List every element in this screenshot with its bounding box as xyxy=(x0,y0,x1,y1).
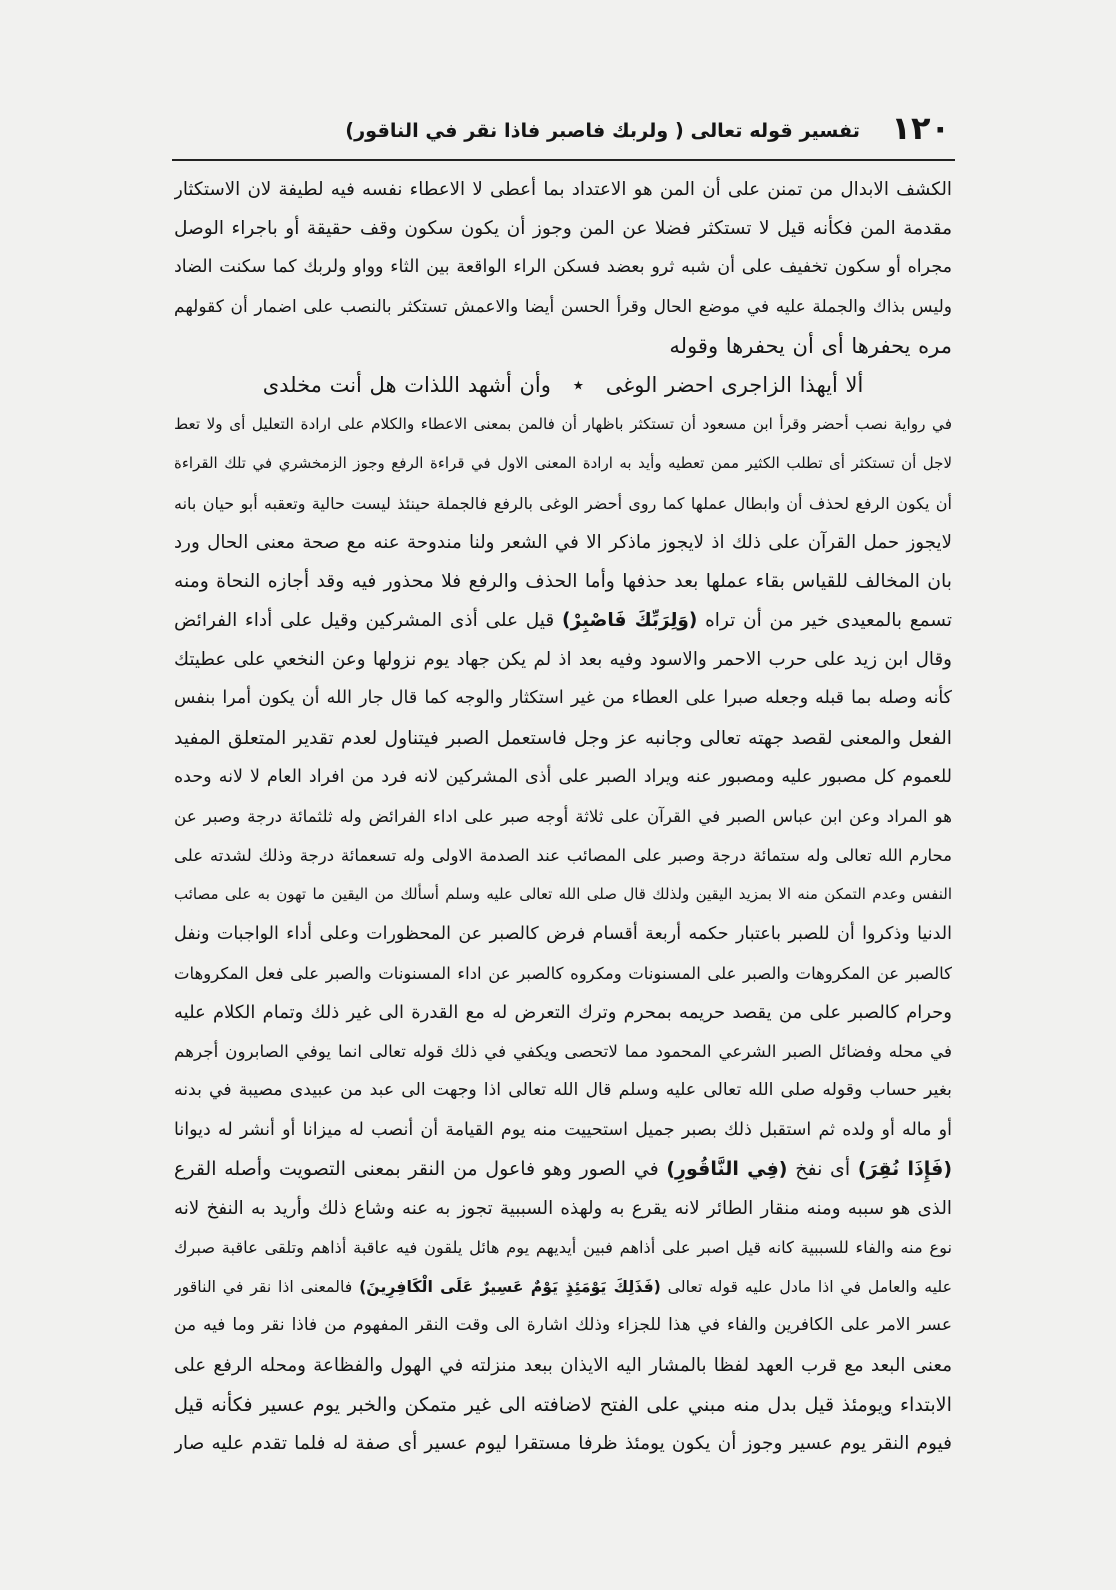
text-segment: في محله وفضائل الصبر الشرعي المحمود مما لاتحصى ويكفي في ذلك قوله تعالى انما يوفي الصابرون أجرهم xyxy=(174,1041,952,1062)
text-line xyxy=(174,1424,952,1463)
text-line xyxy=(174,954,952,993)
text-line xyxy=(174,797,952,836)
text-segment: النفس وعدم التمكن منه الا بمزيد اليقين ولذلك قال صلى الله تعالى عليه وسلم أسألك من اليقين ما تهون به على مصائب xyxy=(174,885,952,904)
text-segment: مقدمة المن فكأنه قيل لا تستكثر فضلا عن المن وجوز أن يكون سكون وقف حقيقة أو باجراء الوصل xyxy=(174,218,952,240)
text-segment: للعموم كل مصبور عليه ومصبور عنه ويراد الصبر على أذى المشركين لانه فرد من افراد العام لا لانه وحده xyxy=(174,766,952,787)
verse-first-hemistich: ألا أيهذا الزاجرى احضر الوغى xyxy=(605,372,864,397)
text-segment: عليه والعامل في اذا مادل عليه قوله تعالى xyxy=(667,1277,952,1297)
text-segment: الابتداء ويومئذ قيل بدل منه مبني على الفتح لاضافته الى غير متمكن والخبر يوم عسير فكأنه قيل xyxy=(174,1392,952,1416)
text-segment: أن يكون الرفع لحذف أن وابطال عملها كما روى أحضر الوغى بالرفع فالجملة حينئذ ليست حالية وتعقبه أبو حيان بانه xyxy=(174,493,952,513)
text-line xyxy=(174,640,952,679)
text-segment: مره يحفرها أى أن يحفرها وقوله xyxy=(669,333,952,358)
text-line xyxy=(174,405,952,444)
text-line xyxy=(174,601,952,640)
quran-quote: (وَلِرَبِّكَ فَاصْبِرْ) xyxy=(562,610,698,632)
header-rule xyxy=(172,159,955,161)
text-segment: الكشف الابدال من تمنن على أن المن هو الاعتداد بما أعطى لا الاعطاء نفسه فيه لطيفة لان الاستكثار xyxy=(174,179,952,200)
text-segment: هو المراد وعن ابن عباس الصبر في القرآن على ثلاثة أوجه صبر على اداء الفرائض وله ثلثمائة درجة وصبر عن xyxy=(174,806,952,826)
text-segment: في الصور وهو فاعول من النقر بمعنى التصويت وأصله القرع xyxy=(174,1157,659,1180)
text-line xyxy=(174,248,952,287)
verse-line xyxy=(174,366,952,405)
text-line xyxy=(174,1385,952,1424)
text-segment: في رواية نصب أحضر وقرأ ابن مسعود أن تستكثر باظهار أن فالمن بمعنى الاعطاء والكلام على ارادة التعليل أى ولا تعط xyxy=(174,415,952,434)
text-segment: كأنه وصله بما قبله وجعله صبرا على العطاء من غير استكثار والوجه كما قال جار الله أن يكون أمرا بنفس xyxy=(174,688,952,709)
text-line xyxy=(174,875,952,914)
text-line xyxy=(174,1346,952,1385)
text-line xyxy=(174,170,952,209)
text-line xyxy=(174,758,952,797)
text-line xyxy=(174,523,952,562)
quran-quote: (فِي النَّاقُورِ) xyxy=(666,1157,788,1180)
text-segment: الفعل والمعنى لقصد جهته تعالى وجانبه عز وجل فاستعمل الصبر فيتناول لعدم تقدير المتعلق المفيد xyxy=(174,727,952,749)
text-segment: أو ماله أو ولده ثم استقبل ذلك بصبر جميل استحييت منه يوم القيامة أن أنصب له ميزانا أو أنشر له ديوانا xyxy=(174,1119,952,1140)
text-segment: لايجوز حمل القرآن على ذلك اذ لايجوز ماذكر الا في الشعر ولنا مندوحة عنه مع صحة معنى الحال ورد xyxy=(174,531,952,553)
text-line xyxy=(174,288,952,327)
text-line xyxy=(174,209,952,248)
text-line xyxy=(174,915,952,954)
text-segment: بان المخالف للقياس بقاء عملها بعد حذفها وأما الحذف والرفع فلا محذور فيه وقد أجازه النحاة ومنه xyxy=(174,570,952,592)
text-line xyxy=(174,1150,952,1189)
verse-second-hemistich: وأن أشهد اللذات هل أنت مخلدى xyxy=(262,372,551,397)
text-segment: بغير حساب وقوله صلى الله تعالى عليه وسلم قال الله تعالى اذا وجهت الى عبد من عبيدى مصيبة في بدنه xyxy=(174,1080,952,1101)
text-line xyxy=(174,1306,952,1345)
text-line xyxy=(174,679,952,718)
text-line xyxy=(174,484,952,523)
text-segment: أى نفخ xyxy=(795,1157,851,1180)
text-line xyxy=(174,1267,952,1306)
text-segment: فيوم النقر يوم عسير وجوز أن يكون يومئذ ظرفا مستقرا ليوم عسير أى صفة له فلما تقدم عليه صار xyxy=(174,1433,952,1454)
text-segment: الدنيا وذكروا أن للصبر باعتبار حكمه أربعة أقسام فرض كالصبر عن المحظورات وعلى أداء الواجبات ونفل xyxy=(174,923,952,944)
text-line xyxy=(174,836,952,875)
text-segment: الذى هو سببه ومنه منقار الطائر لانه يقرع به ولهذه السببية تجوز به عنه وشاع ذلك وأريد به النفخ لانه xyxy=(174,1197,952,1219)
text-line xyxy=(174,1032,952,1071)
text-line xyxy=(174,1111,952,1150)
text-segment: نوع منه والفاء للسببية كانه قيل اصبر على أذاهم فبين أيديهم يوم هائل يلقون فيه عاقبة أذاهم وتلقى عاقبة صبرك xyxy=(174,1238,952,1258)
quran-quote: (فَذَلِكَ يَوْمَئِذٍ يَوْمٌ عَسِيرٌ عَلَى الْكَافِرِينَ) xyxy=(359,1277,661,1297)
text-segment: وقال ابن زيد على حرب الاحمر والاسود وفيه بعد اذ لم يكن جهاد يوم نزولها وعن النخعي على عطيتك xyxy=(174,649,952,671)
text-line xyxy=(174,993,952,1032)
quran-quote: (فَإِذَا نُقِرَ) xyxy=(857,1157,952,1180)
running-title: تفسير قوله تعالى ( ولربك فاصبر فاذا نقر في الناقور) xyxy=(345,119,860,142)
body-text xyxy=(174,170,952,1463)
text-segment: محارم الله تعالى وله ستمائة درجة وصبر على المصائب عند الصدمة الاولى وله تسعمائة درجة وذلك لشدته على xyxy=(174,846,952,866)
text-line xyxy=(174,562,952,601)
page-number: ١٢٠ xyxy=(891,109,950,147)
text-line xyxy=(174,327,952,366)
text-segment: عسر الامر على الكافرين والفاء في هذا للجزاء وذلك اشارة الى وقت النقر المفهوم من فاذا نقر وما فيه من xyxy=(174,1315,952,1336)
text-segment: لاجل أن تستكثر أى تطلب الكثير ممن تعطيه وأيد به ارادة المعنى الاول في قراءة الرفع وجوز الزمخشري في تلك القراءة xyxy=(174,454,952,473)
text-line xyxy=(174,1189,952,1228)
text-segment: تسمع بالمعيدى خير من أن تراه xyxy=(705,610,952,632)
text-line xyxy=(174,719,952,758)
text-segment: فالمعنى اذا نقر في الناقور xyxy=(174,1277,353,1297)
text-segment: وحرام كالصبر على من يقصد حريمه بمحرم وترك التعرض له مع القدرة الى غير ذلك وتمام الكلام عليه xyxy=(174,1001,952,1023)
text-segment: معنى البعد مع قرب العهد لفظا بالمشار اليه الايذان ببعد منزلته في الهول والفظاعة ومحله الرفع على xyxy=(174,1354,952,1376)
text-line xyxy=(174,444,952,483)
text-line xyxy=(174,1071,952,1110)
text-segment: مجراه أو سكون تخفيف على أن شبه ثرو بعضد فسكن الراء الواقعة بين الثاء وواو ولربك كما سكنت الضاد xyxy=(174,257,952,278)
text-segment: وليس بذاك والجملة عليه في موضع الحال وقرأ الحسن أيضا والاعمش تستكثر بالنصب على اضمار أن كقولهم xyxy=(174,296,952,317)
text-segment: قيل على أذى المشركين وقيل على أداء الفرائض xyxy=(174,610,555,632)
text-line xyxy=(174,1228,952,1267)
text-segment: كالصبر عن المكروهات والصبر على المسنونات ومكروه كالصبر عن اداء المسنونات والصبر على فعل المكروهات xyxy=(174,963,952,983)
verse-separator: ٭ xyxy=(572,372,585,397)
